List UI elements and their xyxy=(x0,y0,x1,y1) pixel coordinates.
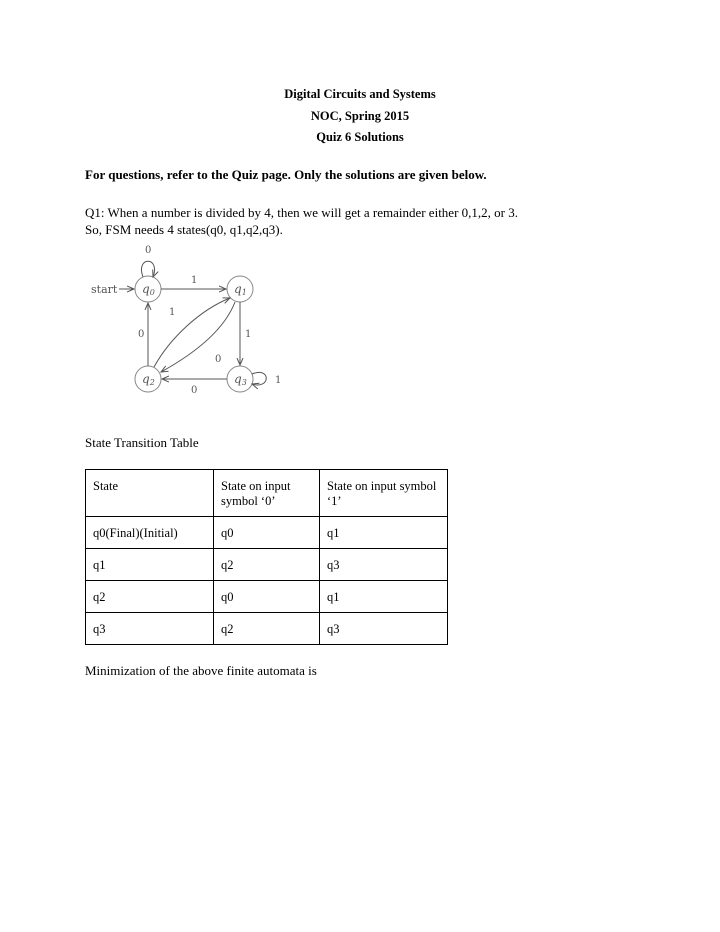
table-cell: q2 xyxy=(214,549,320,581)
header-input-1: State on input symbol ‘1’ xyxy=(320,470,448,517)
q1-line-2: So, FSM needs 4 states(q0, q1,q2,q3). xyxy=(85,222,283,237)
quiz-title: Quiz 6 Solutions xyxy=(316,130,404,144)
edge-q1-q3-label: 1 xyxy=(245,329,252,340)
edge-q1-q2-label: 0 xyxy=(215,354,222,365)
header-state: State xyxy=(86,470,214,517)
edge-q0-self-label: 0 xyxy=(145,245,152,256)
table-cell: q1 xyxy=(320,581,448,613)
state-q1-label: q1 xyxy=(234,282,247,297)
state-q0-label: q0 xyxy=(142,282,155,297)
edge-q2-q0-label: 0 xyxy=(138,329,145,340)
header-input-0: State on input symbol ‘0’ xyxy=(214,470,320,517)
course-title: Digital Circuits and Systems xyxy=(284,87,436,101)
fsm-state-diagram xyxy=(85,238,300,398)
instructions-note: For questions, refer to the Quiz page. Only the solutions are given below. xyxy=(85,167,487,182)
edge-q3-self-loop xyxy=(252,372,266,385)
table-row xyxy=(86,517,448,549)
state-transition-table xyxy=(85,469,448,645)
table-row xyxy=(86,613,448,645)
state-q2-label: q2 xyxy=(142,372,155,387)
table-cell: q3 xyxy=(320,613,448,645)
term-title: NOC, Spring 2015 xyxy=(310,109,410,123)
edge-q3-q2-label: 0 xyxy=(191,385,198,396)
table-cell: q2 xyxy=(214,613,320,645)
q1-line-1: Q1: When a number is divided by 4, then we will get a remainder either 0,1,2, or 3. xyxy=(85,205,518,220)
table-row xyxy=(86,549,448,581)
table-header-row xyxy=(86,470,448,517)
edge-q2-q1-label: 1 xyxy=(169,307,176,318)
start-label: start xyxy=(91,283,118,296)
table-cell: q0 xyxy=(214,517,320,549)
table-cell: q1 xyxy=(86,549,214,581)
table-cell: q0 xyxy=(214,581,320,613)
table-row xyxy=(86,581,448,613)
state-q3-label: q3 xyxy=(234,372,247,387)
table-cell: q2 xyxy=(86,581,214,613)
table-cell: q0(Final)(Initial) xyxy=(86,517,214,549)
table-cell: q3 xyxy=(86,613,214,645)
edge-q0-q1-label: 1 xyxy=(191,275,198,286)
minimization-text: Minimization of the above finite automata is xyxy=(85,663,317,678)
edge-q0-self-loop xyxy=(141,261,154,277)
table-cell: q1 xyxy=(320,517,448,549)
table-cell: q3 xyxy=(320,549,448,581)
table-title: State Transition Table xyxy=(85,435,199,450)
edge-q3-self-label: 1 xyxy=(275,375,282,386)
